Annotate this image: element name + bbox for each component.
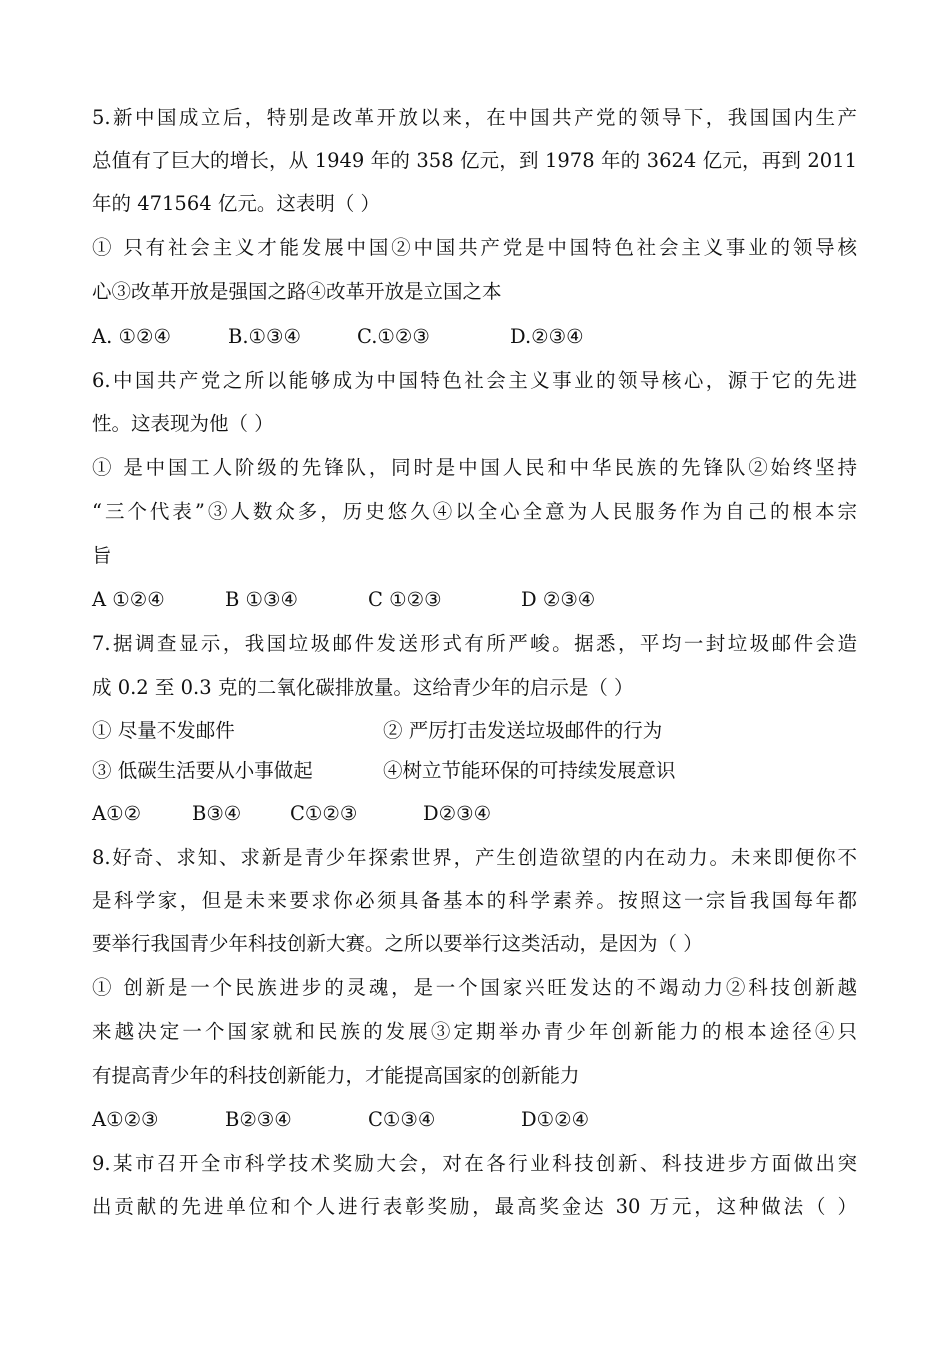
q8-stem-line-3: 要举行我国青少年科技创新大赛。之所以要举行这类活动，是因为（ ） bbox=[92, 932, 703, 955]
q5-option-c: C.①②③ bbox=[357, 325, 430, 348]
q7-statement-4: ④树立节能环保的可持续发展意识 bbox=[383, 759, 676, 782]
q8-option-d: D①②④ bbox=[521, 1108, 590, 1131]
q7-option-c: C①②③ bbox=[290, 802, 358, 825]
q5-statement-line-2: 心③改革开放是强国之路④改革开放是立国之本 bbox=[92, 280, 502, 303]
q8-statement-line-3: 有提高青少年的科技创新能力，才能提高国家的创新能力 bbox=[92, 1064, 580, 1087]
q8-option-b: B②③④ bbox=[225, 1108, 292, 1131]
q5-stem-line-2: 总值有了巨大的增长，从 1949 年的 358 亿元，到 1978 年的 3624 亿元，再到 2011 bbox=[92, 149, 857, 172]
q8-statement-line-2: 来越决定一个国家就和民族的发展③定期举办青少年创新能力的根本途径④只 bbox=[92, 1020, 857, 1043]
q7-stem-line-1: 7.据调查显示，我国垃圾邮件发送形式有所严峻。据悉，平均一封垃圾邮件会造 bbox=[92, 632, 857, 655]
q6-stem-line-1: 6.中国共产党之所以能够成为中国特色社会主义事业的领导核心，源于它的先进 bbox=[92, 369, 857, 392]
q6-stem-line-2: 性。这表现为他（ ） bbox=[92, 412, 274, 435]
q9-stem-line-1: 9.某市召开全市科学技术奖励大会，对在各行业科技创新、科技进步方面做出突 bbox=[92, 1152, 857, 1175]
q7-option-a: A①② bbox=[92, 802, 142, 825]
q6-statement-line-1: ① 是中国工人阶级的先锋队，同时是中国人民和中华民族的先锋队②始终坚持 bbox=[92, 456, 857, 479]
q7-statement-3: ③ 低碳生活要从小事做起 bbox=[92, 759, 313, 782]
q6-option-d: D ②③④ bbox=[521, 588, 596, 611]
q7-statement-1: ① 尽量不发邮件 bbox=[92, 719, 235, 742]
q8-stem-line-1: 8.好奇、求知、求新是青少年探索世界，产生创造欲望的内在动力。未来即便你不 bbox=[92, 846, 857, 869]
q5-option-d: D.②③④ bbox=[510, 325, 584, 348]
q5-statement-line-1: ① 只有社会主义才能发展中国②中国共产党是中国特色社会主义事业的领导核 bbox=[92, 236, 857, 259]
q8-statement-line-1: ① 创新是一个民族进步的灵魂，是一个国家兴旺发达的不竭动力②科技创新越 bbox=[92, 976, 857, 999]
q7-stem-line-2: 成 0.2 至 0.3 克的二氧化碳排放量。这给青少年的启示是（ ） bbox=[92, 676, 634, 699]
q6-option-b: B ①③④ bbox=[225, 588, 298, 611]
q6-statement-line-2: “三个代表”③人数众多，历史悠久④以全心全意为人民服务作为自己的根本宗 bbox=[92, 500, 857, 523]
q7-option-b: B③④ bbox=[192, 802, 242, 825]
q8-option-c: C①③④ bbox=[368, 1108, 436, 1131]
q7-statement-2: ② 严厉打击发送垃圾邮件的行为 bbox=[383, 719, 663, 742]
q7-option-d: D②③④ bbox=[423, 802, 492, 825]
q9-stem-line-2: 出贡献的先进单位和个人进行表彰奖励，最高奖金达 30 万元，这种做法（ ） bbox=[92, 1195, 857, 1218]
q6-option-a: A ①②④ bbox=[92, 588, 165, 611]
q5-stem-line-3: 年的 471564 亿元。这表明（ ） bbox=[92, 192, 381, 215]
q6-statement-line-3: 旨 bbox=[92, 544, 112, 567]
q8-option-a: A①②③ bbox=[92, 1108, 159, 1131]
q5-stem-line-1: 5.新中国成立后，特别是改革开放以来，在中国共产党的领导下，我国国内生产 bbox=[92, 106, 857, 129]
q6-option-c: C ①②③ bbox=[368, 588, 442, 611]
q5-option-b: B.①③④ bbox=[228, 325, 301, 348]
q5-option-a: A. ①②④ bbox=[92, 325, 171, 348]
q8-stem-line-2: 是科学家，但是未来要求你必须具备基本的科学素养。按照这一宗旨我国每年都 bbox=[92, 889, 857, 912]
